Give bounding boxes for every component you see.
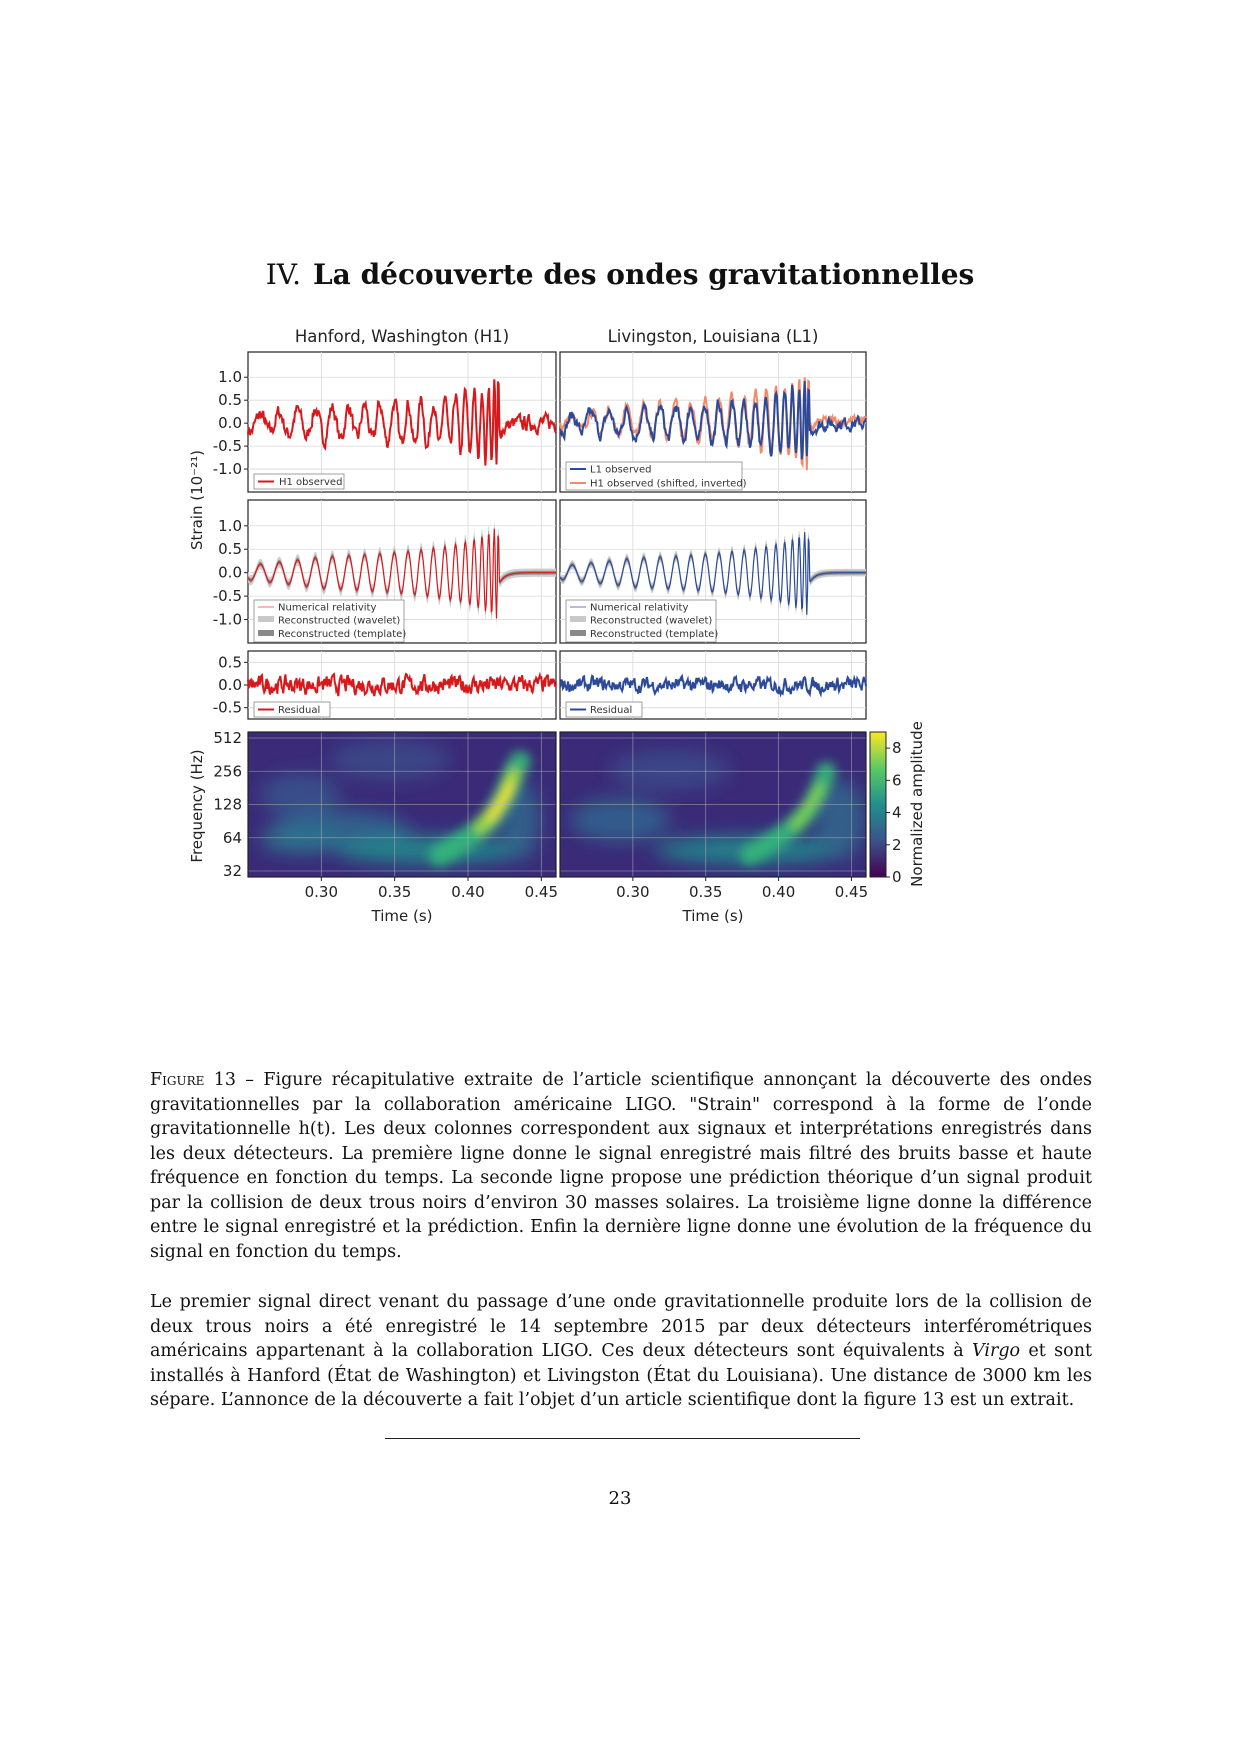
y-tick-label: -0.5: [212, 698, 242, 717]
y-tick-label: -0.5: [212, 587, 242, 606]
frequency-tick-label: 32: [222, 862, 242, 880]
row2-h1-panel: [248, 500, 556, 643]
x-tick-label: 0.40: [761, 883, 796, 901]
spectrogram-l1: [560, 732, 866, 877]
x-tick-label: 0.40: [451, 883, 485, 901]
colorbar-tick-label: 2: [892, 835, 902, 854]
legend-h1-shifted: H1 observed (shifted, inverted): [590, 478, 747, 490]
y-tick-label: 0.5: [218, 540, 242, 559]
x-tick-label: 0.35: [689, 883, 723, 901]
figure-caption: [150, 1068, 1092, 1264]
strain-axis-label: Strain (10⁻²¹): [188, 450, 206, 550]
x-tick-label: 0.30: [304, 883, 339, 901]
ligo-figure: [188, 327, 1050, 1040]
frequency-tick-label: 64: [222, 828, 242, 847]
paragraph-emphasis: Virgo: [972, 1341, 1021, 1361]
column-title-h1: Hanford, Washington (H1): [294, 327, 510, 346]
colorbar-tick-label: 4: [892, 803, 902, 822]
colorbar-tick-label: 0: [892, 868, 902, 886]
legend-template-l1: Reconstructed (template): [590, 629, 719, 640]
y-tick-label: -1.0: [212, 610, 242, 629]
column-title-l1: Livingston, Louisiana (L1): [607, 327, 819, 346]
y-tick-label: 0.0: [218, 414, 242, 433]
y-tick-label: -1.0: [212, 460, 242, 479]
x-tick-label: 0.30: [616, 883, 650, 901]
row3-h1-panel: [248, 651, 556, 719]
legend-template-h1: Reconstructed (template): [278, 629, 407, 640]
legend-nr-h1: Numerical relativity: [278, 602, 377, 614]
x-axis-label-l1: Time (s): [682, 907, 744, 925]
caption-text: – Figure récapitulative extraite de l’article scientifique annonçant la découverte des ondes gravitationnelles par la collaboration américaine LIGO. "Strain" correspond à la forme de l’onde gravitationnelle h(t). Les deux colonnes correspondent aux signaux et interprétations enregistrés dans les deux détecteurs. La première ligne donne le signal enregistré mais filtré des bruits basse et haute fréquence en fonction du temps. La seconde ligne propose une prédiction théorique d’un signal produit par la collision de deux trous noirs d’environ 30 masses solaires. La troisième ligne donne la différence entre le signal enregistré et la prédiction. Enfin la dernière ligne donne une évolution de la fréquence du signal en fonction du temps.: [150, 1070, 1092, 1262]
figure-label: Figure 13: [150, 1070, 236, 1090]
y-tick-label: -0.5: [212, 437, 242, 456]
y-tick-label: 0.5: [218, 653, 242, 672]
y-tick-label: 0.0: [218, 563, 242, 582]
legend-nr-l1: Numerical relativity: [590, 602, 689, 614]
frequency-axis-label: Frequency (Hz): [188, 749, 206, 863]
y-tick-label: 0.5: [218, 391, 242, 410]
row1-h1-panel: [248, 352, 556, 492]
x-axis-label-h1: Time (s): [371, 907, 433, 925]
row3-l1-panel: [560, 651, 866, 719]
colorbar-tick-label: 6: [892, 771, 902, 790]
paragraph-part-2: et sont installés à Hanford (État de Washington) et Livingston (État du Louisiana). Une distance de 3000 km les sépare. L’annonce de la découverte a fait l’objet d’un article scientifique dont la figure 13 est un extrait.: [150, 1341, 1092, 1410]
x-tick-label: 0.45: [524, 883, 559, 901]
spectrogram-h1: [248, 732, 556, 877]
y-tick-label: 1.0: [218, 516, 242, 535]
frequency-tick-label: 512: [213, 729, 242, 747]
legend-h1-observed: H1 observed: [279, 477, 343, 488]
colorbar-label: Normalized amplitude: [908, 721, 926, 887]
row2-l1-panel: [560, 500, 866, 643]
y-tick-label: 1.0: [218, 368, 242, 387]
x-tick-label: 0.35: [377, 883, 412, 901]
body-paragraph: [150, 1290, 1092, 1413]
section-heading: La découverte des ondes gravitationnelles: [312, 258, 975, 291]
legend-residual-l1: Residual: [590, 705, 633, 716]
legend-l1-observed: L1 observed: [590, 464, 652, 476]
frequency-tick-label: 256: [213, 762, 242, 781]
paragraph-part-1: Le premier signal direct venant du passage d’une onde gravitationnelle produite lors de la collision de deux trous noirs a été enregistré le 14 septembre 2015 par deux détecteurs interférométriques américains appartenant à la collaboration LIGO. Ces deux détecteurs sont équivalents à: [150, 1292, 1092, 1361]
colorbar-tick-label: 8: [892, 739, 902, 758]
section-title: [0, 258, 1240, 291]
legend-wavelet-l1: Reconstructed (wavelet): [590, 615, 713, 627]
legend-wavelet-h1: Reconstructed (wavelet): [278, 615, 401, 627]
x-tick-label: 0.45: [834, 883, 869, 901]
footnote-rule: [385, 1438, 860, 1439]
colorbar: [870, 721, 926, 887]
legend-residual-h1: Residual: [278, 705, 321, 716]
row1-l1-panel: [560, 352, 866, 492]
section-number: IV.: [265, 258, 301, 291]
frequency-tick-label: 128: [213, 795, 242, 814]
page-number: 23: [608, 1488, 632, 1509]
y-tick-label: 0.0: [218, 676, 242, 694]
